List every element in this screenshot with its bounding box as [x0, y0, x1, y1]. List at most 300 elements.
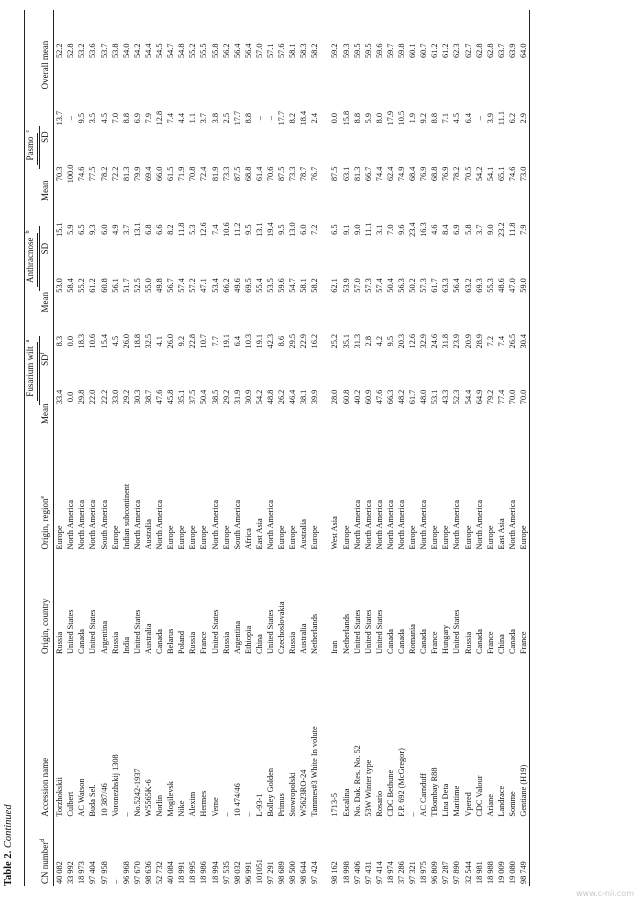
- cell-fusarium-sd: 30.4: [518, 314, 530, 367]
- cell-fusarium-mean: 22.2: [99, 389, 109, 405]
- cell-cn-number: 18 973: [77, 861, 87, 884]
- table-row: [198, 10, 209, 886]
- cell-overall-mean: 55.8: [210, 43, 220, 58]
- cell-origin-country: Ethiopia: [243, 625, 253, 654]
- cell-fusarium-sd: 9.2: [177, 335, 187, 347]
- cell-fusarium-mean: 35.1: [177, 389, 187, 405]
- cell-pasmo-sd: –: [254, 116, 264, 121]
- cell-cn-number: 19 009: [496, 861, 506, 884]
- cell-accession-name: Ariane: [485, 794, 495, 817]
- cell-overall-mean: 54.7: [166, 43, 176, 58]
- cell-accession-name: Alexim: [188, 791, 198, 817]
- cell-fusarium-mean: 61.7: [408, 389, 418, 405]
- cell-fusarium-mean: 47.6: [155, 389, 165, 405]
- cell-fusarium-mean: 22.0: [88, 389, 98, 405]
- cell-fusarium-mean: 39.9: [310, 389, 320, 405]
- cell-anthracnose-mean: 69.5: [243, 278, 253, 293]
- col-accession-name: Accession name: [40, 656, 54, 819]
- cell-pasmo-mean: 63.1: [341, 166, 351, 182]
- cell-fusarium-mean: 33.4: [55, 389, 65, 405]
- cell-anthracnose-mean: 53.4: [210, 278, 220, 293]
- cell-cn-number: 18 991: [177, 861, 187, 884]
- cell-anthracnose-mean: 52.5: [132, 278, 142, 293]
- cell-fusarium-mean: 38.5: [210, 389, 220, 405]
- table-row: [232, 10, 243, 886]
- table-header: [25, 10, 54, 886]
- cell-overall-mean: 53.6: [88, 43, 98, 58]
- cell-origin-country: United States: [374, 609, 384, 654]
- cell-overall-mean: 59.8: [397, 43, 406, 58]
- cell-anthracnose-sd: 9.1: [341, 224, 351, 235]
- cell-origin-region: Europe: [166, 525, 176, 550]
- table-row: [143, 10, 154, 886]
- cell-fusarium-mean: 37.5: [188, 389, 198, 405]
- cell-pasmo-mean: 73.0: [518, 145, 530, 203]
- cell-accession-name: Verne: [210, 797, 220, 817]
- cell-fusarium-sd: 4.1: [155, 335, 165, 347]
- cell-cn-number: 18 974: [385, 861, 395, 884]
- cell-accession-name: CDC Bethune: [385, 769, 395, 817]
- cell-anthracnose-mean: 53.5: [265, 278, 275, 293]
- table-row: [407, 10, 418, 886]
- cell-anthracnose-mean: 56.1: [110, 278, 120, 293]
- cell-anthracnose-sd: 13.1: [254, 222, 264, 237]
- cell-cn-number: 97 424: [310, 861, 320, 884]
- table-row: [221, 10, 232, 886]
- cell-cn-number: 98 644: [299, 861, 309, 884]
- cell-origin-country: Canada: [474, 629, 484, 654]
- cell-pasmo-sd: 15.8: [341, 110, 351, 126]
- cell-cn-number: 98 749: [518, 819, 530, 886]
- cell-overall-mean: 53.7: [99, 43, 109, 58]
- cell-origin-country: Canada: [397, 629, 406, 654]
- cell-pasmo-sd: 17.7: [277, 110, 287, 126]
- table-caption: [3, 804, 14, 886]
- cell-cn-number: 18 981: [474, 861, 484, 884]
- cell-origin-region: North America: [374, 499, 384, 550]
- table-row: [176, 10, 187, 886]
- cell-cn-number: 18 994: [210, 861, 220, 884]
- cell-anthracnose-sd: 6.0: [99, 224, 109, 235]
- col-fusarium-mean: Mean: [40, 368, 54, 426]
- table-row: [287, 10, 298, 886]
- cell-pasmo-sd: 8.8: [243, 112, 253, 124]
- cell-pasmo-mean: 54.2: [474, 166, 484, 182]
- cell-pasmo-mean: 78.2: [99, 166, 109, 182]
- cell-fusarium-mean: 38.1: [299, 389, 309, 405]
- cell-anthracnose-sd: 6.9: [452, 224, 462, 235]
- cell-anthracnose-sd: 4.6: [430, 224, 440, 235]
- cell-pasmo-sd: 3.9: [485, 112, 495, 124]
- cell-pasmo-mean: 76.9: [441, 166, 451, 182]
- cell-cn-number: 18 998: [341, 861, 351, 884]
- cell-accession-name: Norlin: [155, 794, 165, 817]
- cell-accession-name: –: [121, 812, 131, 817]
- cell-accession-name: W5623RO-24: [299, 769, 309, 817]
- cell-fusarium-mean: 60.9: [363, 389, 373, 405]
- cell-anthracnose-sd: 7.0: [385, 224, 395, 235]
- cell-accession-name: Buda Sel.: [88, 784, 98, 817]
- cell-pasmo-mean: 76.9: [419, 166, 429, 182]
- cell-origin-region: North America: [265, 499, 275, 550]
- cell-cn-number: 40 084: [166, 861, 176, 884]
- cell-pasmo-mean: 61.5: [166, 166, 176, 182]
- cell-pasmo-sd: 18.4: [299, 110, 309, 126]
- cell-accession-name: Hermes: [199, 790, 209, 817]
- cell-anthracnose-sd: 9.5: [277, 224, 287, 235]
- cell-anthracnose-mean: 59.6: [277, 278, 287, 293]
- table-row: [298, 10, 309, 886]
- cell-origin-country: France: [430, 631, 440, 654]
- cell-overall-mean: 54.0: [121, 43, 131, 58]
- cell-accession-name: No.5242-1937: [132, 768, 142, 817]
- cell-cn-number: 97 406: [352, 861, 362, 884]
- cell-anthracnose-mean: 50.2: [408, 278, 418, 293]
- cell-overall-mean: 62.8: [485, 43, 495, 58]
- cell-origin-country: Canada: [155, 629, 165, 654]
- col-origin-country: Origin, country: [40, 551, 54, 656]
- cell-anthracnose-sd: 19.4: [265, 222, 275, 237]
- cell-fusarium-sd: 24.6: [430, 333, 440, 349]
- cell-accession-name: Lina Deta: [441, 783, 451, 817]
- cell-anthracnose-mean: 63.2: [463, 278, 473, 293]
- cell-pasmo-sd: 3.5: [88, 112, 98, 124]
- cell-pasmo-sd: 10.5: [397, 110, 406, 126]
- cell-pasmo-sd: 17.7: [232, 110, 242, 126]
- table-row: [154, 10, 165, 886]
- cell-cn-number: 97 404: [88, 861, 98, 884]
- cell-pasmo-sd: 4.4: [177, 112, 187, 124]
- cell-fusarium-mean: 46.4: [288, 389, 298, 405]
- cell-accession-name: Rosario: [374, 790, 384, 817]
- cell-fusarium-sd: 31.3: [352, 333, 362, 349]
- cell-anthracnose-sd: 5.8: [463, 224, 473, 235]
- cell-fusarium-mean: 70.0: [518, 368, 530, 426]
- cell-anthracnose-mean: 66.2: [221, 278, 231, 293]
- cell-pasmo-mean: 72.2: [110, 166, 120, 182]
- cell-origin-country: United States: [88, 609, 98, 654]
- cell-pasmo-sd: 4.5: [99, 112, 109, 124]
- cell-pasmo-sd: 13.7: [55, 110, 65, 126]
- cell-pasmo-sd: 5.9: [363, 112, 373, 124]
- cell-origin-region: North America: [385, 499, 395, 550]
- cell-overall-mean: 62.3: [452, 43, 462, 58]
- cell-origin-country: Argentina: [232, 620, 242, 654]
- cell-pasmo-sd: 7.9: [143, 112, 153, 124]
- cell-anthracnose-sd: 3.1: [374, 224, 384, 235]
- cell-origin-country: Australia: [143, 623, 153, 654]
- cell-anthracnose-sd: 5.3: [188, 224, 198, 235]
- cell-fusarium-mean: 48.8: [265, 389, 275, 405]
- cell-overall-mean: 61.2: [441, 43, 451, 58]
- cell-anthracnose-sd: 11.8: [177, 222, 187, 237]
- cell-overall-mean: 54.5: [155, 43, 165, 58]
- cell-cn-number: 97 890: [452, 861, 462, 884]
- cell-origin-country: Canada: [419, 629, 429, 654]
- cell-pasmo-sd: 1.1: [188, 112, 198, 124]
- cell-cn-number: 40 082: [55, 861, 65, 884]
- cell-overall-mean: 57.1: [265, 43, 275, 58]
- cell-pasmo-mean: 87.5: [277, 166, 287, 182]
- cell-origin-region: East Asia: [254, 518, 264, 550]
- cell-pasmo-mean: 65.1: [496, 166, 506, 182]
- col-anthracnose-sd: SD: [40, 203, 54, 256]
- cell-anthracnose-sd: 16.3: [419, 222, 429, 237]
- cell-fusarium-mean: 26.2: [277, 389, 287, 405]
- cell-overall-mean: 54.8: [177, 43, 187, 58]
- cell-anthracnose-sd: 10.6: [221, 222, 231, 237]
- cell-fusarium-sd: 26.0: [166, 333, 176, 349]
- cell-accession-name: Maritime: [452, 785, 462, 817]
- cell-pasmo-sd: 7.1: [441, 112, 451, 124]
- cell-anthracnose-sd: 3.7: [474, 224, 484, 235]
- cell-pasmo-sd: 6.9: [132, 112, 142, 124]
- cell-anthracnose-mean: 61.7: [430, 278, 440, 293]
- cell-fusarium-mean: 54.4: [463, 389, 473, 405]
- cell-fusarium-sd: 0.0: [66, 335, 76, 347]
- cell-cn-number: 18 995: [188, 861, 198, 884]
- cell-overall-mean: 63.7: [496, 43, 506, 58]
- table-row: [99, 10, 110, 886]
- cell-cn-number: 97 535: [221, 861, 231, 884]
- cell-pasmo-mean: 76.7: [310, 166, 320, 182]
- cell-origin-country: France: [518, 551, 530, 656]
- cell-anthracnose-sd: 3.7: [121, 224, 131, 235]
- cell-anthracnose-sd: 8.2: [166, 224, 176, 235]
- cell-anthracnose-sd: 11.2: [232, 222, 242, 237]
- cell-origin-region: Indian subcontinent: [121, 483, 131, 550]
- cell-fusarium-sd: 7.4: [496, 335, 506, 347]
- cell-origin-country: Canada: [77, 629, 87, 654]
- col-cn-number: CN number$^d$: [40, 819, 54, 886]
- cell-origin-country: France: [199, 631, 209, 654]
- cell-anthracnose-mean: 53.0: [55, 278, 65, 293]
- cell-accession-name: Vpered: [463, 792, 473, 817]
- cell-pasmo-mean: 61.4: [254, 166, 264, 182]
- cell-fusarium-sd: 19.1: [221, 333, 231, 349]
- cell-pasmo-sd: 8.8: [121, 112, 131, 124]
- table-row: [485, 10, 496, 886]
- col-overall-mean: Overall mean: [40, 10, 54, 91]
- cell-accession-name: AC Watson: [77, 778, 87, 817]
- cell-anthracnose-mean: 49.6: [232, 278, 242, 293]
- cell-pasmo-sd: 8.2: [288, 112, 298, 124]
- cell-origin-region: North America: [474, 499, 484, 550]
- cell-origin-region: Africa: [243, 528, 253, 550]
- cell-fusarium-mean: 33.0: [110, 389, 120, 405]
- cell-pasmo-sd: 9.5: [77, 112, 87, 124]
- cell-cn-number: 96 968: [121, 861, 131, 884]
- cell-origin-country: Russia: [55, 631, 65, 654]
- cell-accession-name: Voronezhskij 1308: [110, 754, 120, 817]
- cell-cn-number: 97 958: [99, 861, 109, 884]
- cell-accession-name: 53W Winter type: [363, 759, 373, 817]
- cell-cn-number: 33 992: [66, 861, 76, 884]
- table-row: [187, 10, 198, 886]
- cell-pasmo-mean: 74.9: [397, 166, 406, 182]
- cell-fusarium-sd: 26.0: [121, 333, 131, 349]
- table-row: [132, 10, 143, 886]
- cell-cn-number: 18 986: [199, 861, 209, 884]
- cell-pasmo-mean: 68.8: [430, 166, 440, 182]
- cell-fusarium-mean: 40.2: [352, 389, 362, 405]
- cell-fusarium-mean: 64.9: [474, 389, 484, 405]
- cell-pasmo-sd: 7.4: [166, 112, 176, 124]
- table-row: [396, 10, 407, 886]
- cell-origin-region: Europe: [177, 525, 187, 550]
- cell-anthracnose-sd: 12.6: [199, 222, 209, 237]
- cell-pasmo-mean: 87.5: [232, 166, 242, 182]
- cell-origin-country: Hungary: [441, 624, 451, 654]
- cell-anthracnose-sd: 6.8: [143, 224, 153, 235]
- cell-origin-region: North America: [210, 499, 220, 550]
- cell-anthracnose-mean: 55.0: [143, 278, 153, 293]
- cell-anthracnose-sd: 7.4: [210, 224, 220, 235]
- cell-accession-name: F.P. 692 (McGregor): [397, 748, 406, 817]
- cell-overall-mean: 61.2: [430, 43, 440, 58]
- cell-origin-region: South America: [232, 499, 242, 550]
- cell-anthracnose-sd: 13.1: [132, 222, 142, 237]
- cell-fusarium-mean: 29.2: [121, 389, 131, 405]
- cell-anthracnose-sd: 5.9: [66, 224, 76, 235]
- table-row: [474, 10, 485, 886]
- cell-overall-mean: 58.3: [299, 43, 309, 58]
- cell-pasmo-mean: 72.4: [199, 166, 209, 182]
- cell-pasmo-mean: 66.0: [155, 166, 165, 182]
- cell-accession-name: Landrace: [496, 785, 506, 817]
- cell-pasmo-mean: 70.8: [188, 166, 198, 182]
- cell-anthracnose-mean: 56.4: [452, 278, 462, 293]
- cell-overall-mean: 59.7: [385, 43, 395, 58]
- cell-cn-number: 97 670: [132, 861, 142, 884]
- cell-anthracnose-mean: 59.0: [518, 256, 530, 314]
- cell-anthracnose-sd: 9.0: [352, 224, 362, 235]
- row-spacer: [320, 10, 329, 886]
- cell-origin-region: North America: [363, 499, 373, 550]
- cell-origin-country: China: [496, 634, 506, 654]
- cell-origin-region: North America: [352, 499, 362, 550]
- cell-overall-mean: 52.2: [55, 43, 65, 58]
- cell-anthracnose-sd: 9.3: [88, 224, 98, 235]
- cell-fusarium-sd: 9.5: [385, 335, 395, 347]
- cell-pasmo-mean: 66.7: [363, 166, 373, 182]
- cell-pasmo-mean: 70.3: [55, 166, 65, 182]
- cell-overall-mean: 53.2: [77, 43, 87, 58]
- col-pasmo-sd: SD: [40, 91, 54, 144]
- table-row: [507, 10, 518, 886]
- cell-origin-country: Argentina: [99, 620, 109, 654]
- cell-fusarium-sd: 20.9: [463, 333, 473, 349]
- cell-origin-region: West Asia: [330, 516, 340, 550]
- cell-anthracnose-sd: 6.6: [155, 224, 165, 235]
- cell-fusarium-mean: 60.8: [341, 389, 351, 405]
- cell-origin-region: Europe: [221, 525, 231, 550]
- table-row: [418, 10, 429, 886]
- table-row: [110, 10, 121, 886]
- cell-overall-mean: 56.2: [221, 43, 231, 58]
- table-row: [352, 10, 363, 886]
- cell-fusarium-mean: 43.3: [441, 389, 451, 405]
- table-row: [309, 10, 320, 886]
- cell-fusarium-sd: 15.4: [99, 333, 109, 349]
- cell-cn-number: 97 321: [408, 861, 418, 884]
- cell-pasmo-sd: 2.4: [310, 112, 320, 124]
- cell-fusarium-mean: 54.2: [254, 389, 264, 405]
- cell-fusarium-mean: 29.8: [77, 389, 87, 405]
- cell-origin-region: Europe: [288, 525, 298, 550]
- table-row: [385, 10, 396, 886]
- cell-fusarium-mean: 52.3: [452, 389, 462, 405]
- cell-pasmo-sd: 4.5: [452, 112, 462, 124]
- cell-accession-name: No. Dak. Res. No. 52: [352, 745, 362, 817]
- cell-pasmo-sd: 8.0: [374, 112, 384, 124]
- cell-accession-name: Bolley Golden: [265, 768, 275, 817]
- header-group-row: [25, 10, 41, 886]
- cell-anthracnose-mean: 50.4: [385, 278, 395, 293]
- cell-origin-region: Europe: [110, 525, 120, 550]
- cell-pasmo-sd: 2.5: [221, 112, 231, 124]
- cell-origin-region: Europe: [485, 525, 495, 550]
- cell-fusarium-sd: 10.3: [243, 333, 253, 349]
- cell-anthracnose-sd: 9.6: [397, 224, 406, 235]
- cell-origin-region: Europe: [430, 525, 440, 550]
- cell-origin-region: North America: [88, 499, 98, 550]
- cell-fusarium-sd: 19.1: [254, 333, 264, 349]
- cell-cn-number: 97 291: [265, 861, 275, 884]
- cell-anthracnose-sd: 11.8: [507, 222, 517, 237]
- cell-fusarium-sd: 23.9: [452, 333, 462, 349]
- cell-pasmo-sd: 3.8: [210, 112, 220, 124]
- table-row: [121, 10, 132, 886]
- table-row: [374, 10, 385, 886]
- cell-fusarium-mean: 30.9: [243, 389, 253, 405]
- cell-pasmo-mean: 73.3: [288, 166, 298, 182]
- cell-fusarium-mean: 29.2: [221, 389, 231, 405]
- cell-pasmo-mean: 62.4: [385, 166, 395, 182]
- cell-accession-name: Tammes#3 White In volute: [310, 726, 320, 817]
- cell-pasmo-sd: 9.2: [419, 112, 429, 124]
- cell-fusarium-sd: 12.6: [408, 333, 418, 349]
- cell-anthracnose-mean: 57.3: [419, 278, 429, 293]
- cell-pasmo-mean: 78.7: [299, 166, 309, 182]
- cell-cn-number: 98 162: [330, 861, 340, 884]
- cell-pasmo-sd: –: [265, 116, 275, 121]
- cell-overall-mean: 58.2: [310, 43, 320, 58]
- table-row: [341, 10, 352, 886]
- table-row: [265, 10, 276, 886]
- cell-anthracnose-mean: 55.4: [254, 278, 264, 293]
- cell-pasmo-mean: 78.2: [452, 166, 462, 182]
- table-row: [363, 10, 374, 886]
- cell-origin-country: Iran: [330, 640, 340, 654]
- cell-cn-number: 32 544: [463, 861, 473, 884]
- cell-origin-country: United States: [363, 609, 373, 654]
- cell-anthracnose-sd: 6.5: [330, 224, 340, 235]
- cell-overall-mean: 52.8: [66, 43, 76, 58]
- cell-fusarium-mean: 79.2: [485, 389, 495, 405]
- cell-anthracnose-mean: 60.8: [99, 278, 109, 293]
- cell-origin-country: Russia: [288, 631, 298, 654]
- cell-origin-country: Canada: [385, 629, 395, 654]
- cell-anthracnose-mean: 56.3: [397, 278, 406, 293]
- group-anthracnose: Anthracnose$^b$: [25, 203, 41, 315]
- cell-anthracnose-mean: 53.9: [341, 278, 351, 293]
- cell-anthracnose-mean: 63.3: [441, 278, 451, 293]
- table-body: [54, 10, 530, 886]
- col-fusarium-sd: $SD^f$: [40, 314, 54, 367]
- table-row: [65, 10, 76, 886]
- cell-origin-country: United States: [66, 609, 76, 654]
